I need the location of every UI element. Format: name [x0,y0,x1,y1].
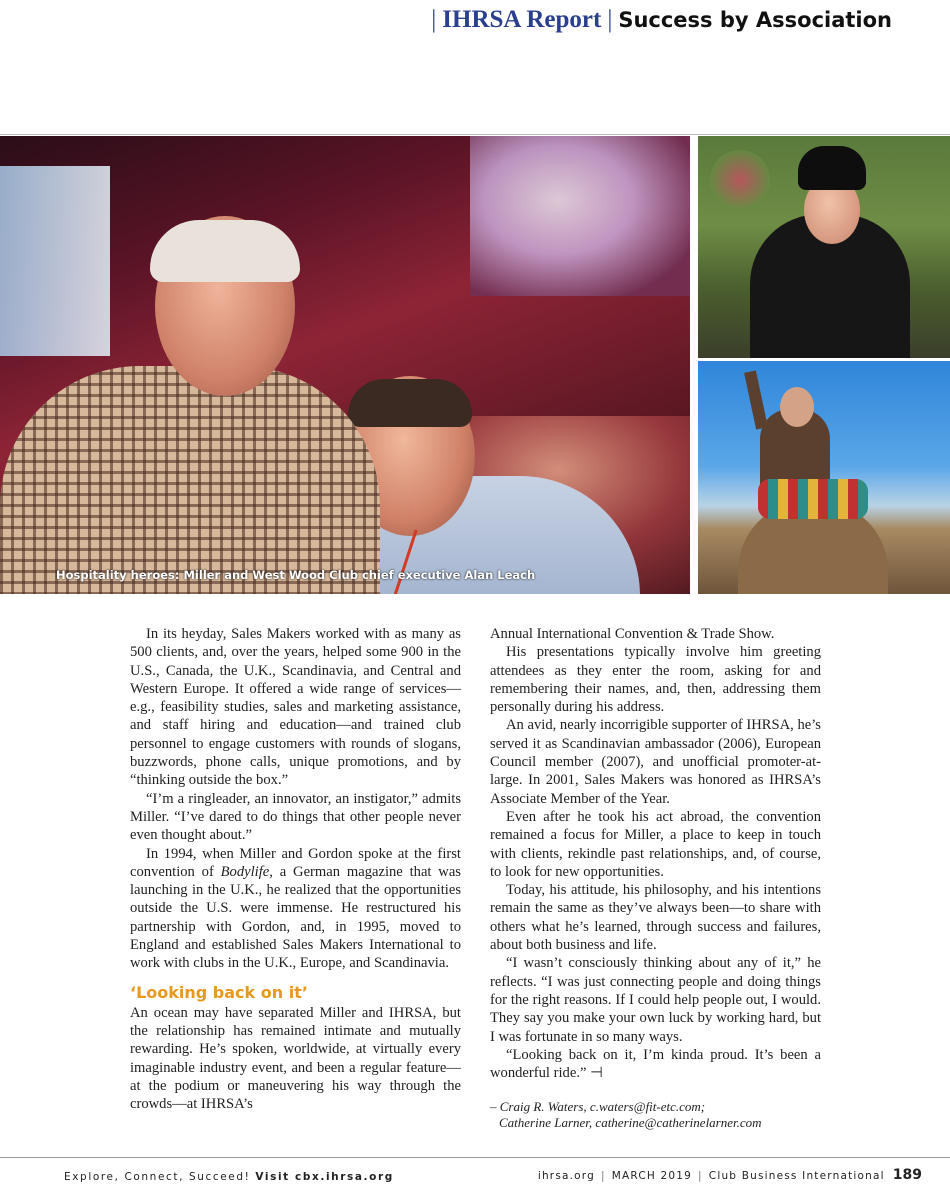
paragraph: An ocean may have separated Miller and IHRSA, but the relationship has remained intimate and mutually rewarding. He’s spoken, worldwide, at virtually every imaginable industry event, and been a regular feature—at the podium or maneuvering his way through the crowds—at IHRSA’s [130,1004,461,1113]
paragraph-continuation: Annual International Convention & Trade Show. [490,626,775,642]
paragraph: In its heyday, Sales Makers worked with as many as 500 clients, and, over the years, helped some 900 in the U.S., Canada, the U.K., Scandinavia, and Central and Western Europe. It offered a wide range of services—e.g., feasibility studies, sales and marketing assistance, and staff hiring and education—and trained club personnel to engage customers with rounds of slogans, buzzwords, phone calls, unique promotions, and by “thinking outside the box.” [130,626,461,789]
magazine-title: Club Business International [708,1170,885,1182]
paragraph: An avid, nearly incorrigible supporter of IHRSA, he’s served it as Scandinavian ambassador (2006), European Council member (2007), and unofficial promoter-at-large. In 2001, Sales Makers was honored as IHRSA’s Associate Member of the Year. [490,717,821,807]
article-column-1 [130,625,461,1113]
issue-date: MARCH 2019 [611,1170,693,1182]
magazine-name: Bodylife [220,863,270,880]
section-title: Success by Association [618,8,892,32]
paragraph: “I’m a ringleader, an innovator, an instigator,” admits Miller. “I’ve dared to do things that other people never even thought about.” [130,790,461,844]
running-header [431,6,892,38]
footer-rule [0,1157,950,1158]
author-credits [490,1099,821,1131]
header-rule [0,134,950,135]
paragraph: Today, his attitude, his philosophy, and his intentions remain the same as they’ve always been—to share with others what he’s learned, through success and failures, about both business and life. [490,882,821,954]
photo-caption: Hospitality heroes: Miller and West Wood Club chief executive Alan Leach [56,568,536,582]
footer-folio: ihrsa.org | MARCH 2019 | Club Business International 189 [537,1167,922,1183]
header-divider: | [431,6,437,33]
end-mark: ⊣ [590,1064,603,1082]
paragraph: Even after he took his act abroad, the convention remained a focus for Miller, a place to keep in touch with clients, rekindle past relationships, and, of course, to look for new opportunities. [490,808,821,880]
paragraph: “Looking back on it, I’m kinda proud. It’s been a wonderful ride.” ⊣ [490,1046,821,1082]
header-divider: | [607,6,613,33]
main-photo [0,136,690,594]
portrait-photo [698,136,950,358]
site-url[interactable]: ihrsa.org [537,1170,595,1182]
paragraph: His presentations typically involve him greeting attendees as they enter the room, asking for and remembering their names, and, then, addressing them personally during his address. [490,644,821,716]
credit-line: – Craig R. Waters, c.waters@fit-etc.com; [490,1099,706,1115]
camel-photo [698,361,950,594]
paragraph: In 1994, when Miller and Gordon spoke at the first convention of Bodylife, a German magazine that was launching in the U.K., he realized that the opportunities outside the U.S. were immense. He restructured his partnership with Gordon, and, in 1995, moved to England and established Sales Makers International to work with clubs in the U.K., Europe, and Scandinavia. [130,845,461,972]
paragraph: “I wasn’t consciously thinking about any of it,” he reflects. “I was just connecting people and doing things for the right reasons. If I could help people out, I would. They say you make your own luck by working hard, but I was fortunate in so many ways. [490,955,821,1045]
credit-line: Catherine Larner, catherine@catherinelarner.com [499,1115,762,1131]
article-column-2 [490,625,821,1131]
publication-title: IHRSA Report [442,6,602,33]
visit-link[interactable]: Visit cbx.ihrsa.org [255,1171,394,1183]
subheading: ‘Looking back on it’ [130,982,308,1002]
footer-tagline: Explore, Connect, Succeed! Visit cbx.ihrsa.org [64,1171,394,1183]
page-number: 189 [892,1167,922,1183]
